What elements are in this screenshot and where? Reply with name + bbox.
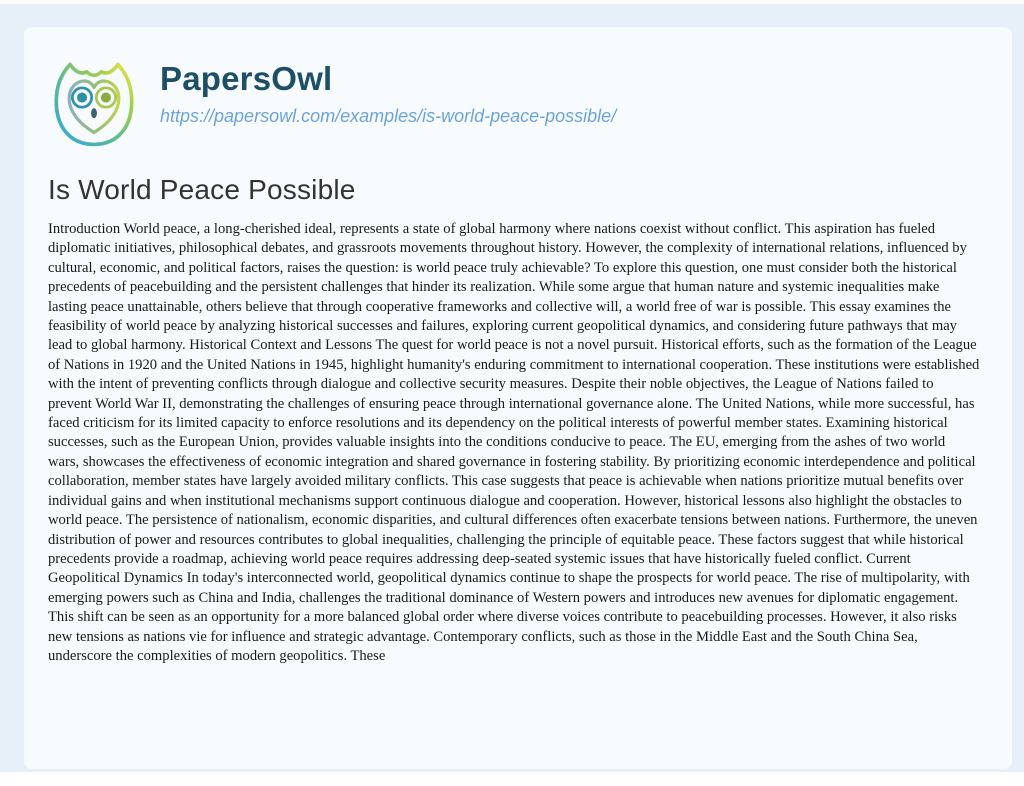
document-card xyxy=(24,27,1012,769)
site-header xyxy=(48,55,988,152)
site-url-link[interactable]: https://papersowl.com/examples/is-world-peace-possible/ xyxy=(160,106,617,127)
page-title: Is World Peace Possible xyxy=(48,174,356,205)
header-text-block xyxy=(160,55,616,127)
brand-title: PapersOwl xyxy=(160,60,333,97)
owl-logo-icon xyxy=(48,55,140,152)
essay-body-text: Introduction World peace, a long-cherished ideal, represents a state of global harmony where nations coexist without conflict. This aspiration has fueled diplomatic initiatives, philosophical debates, and grassroots movements throughout history. However, the complexity of international relations, influenced by cultural, economic, and political factors, raises the question: is world peace truly achievable? To explore this question, one must consider both the historical precedents of peacebuilding and the persistent challenges that hinder its realization. While some argue that human nature and systemic inequalities make lasting peace unattainable, others believe that through cooperative frameworks and collective will, a world free of war is possible. This essay examines the feasibility of world peace by analyzing historical successes and failures, exploring current geopolitical dynamics, and considering future pathways that may lead to global harmony. Historical Context and Lessons The quest for world peace is not a novel pursuit. Historical efforts, such as the formation of the League of Nations in 1920 and the United Nations in 1945, highlight humanity's enduring commitment to international cooperation. These institutions were established with the intent of preventing conflicts through dialogue and collective security measures. Despite their noble objectives, the League of Nations failed to prevent World War II, demonstrating the challenges of ensuring peace through international governance alone. The United Nations, while more successful, has faced criticism for its limited capacity to enforce resolutions and its dependency on the political interests of powerful member states. Examining historical successes, such as the European Union, provides valuable insights into the conditions conducive to peace. The EU, emerging from the ashes of two world wars, showcases the effectiveness of economic integration and shared governance in fostering stability. By prioritizing economic interdependence and political collaboration, member states have largely avoided military conflicts. This case suggests that peace is achievable when nations prioritize mutual benefits over individual gains and when institutional mechanisms support continuous dialogue and cooperation. However, historical lessons also highlight the obstacles to world peace. The persistence of nationalism, economic disparities, and cultural differences often exacerbate tensions between nations. Furthermore, the uneven distribution of power and resources contributes to global inequalities, challenging the principle of equitable peace. These factors suggest that while historical precedents provide a roadmap, achieving world peace requires addressing deep-seated systemic issues that have historically fueled conflict. Current Geopolitical Dynamics In today's interconnected world, geopolitical dynamics continue to shape the prospects for world peace. The rise of multipolarity, with emerging powers such as China and India, challenges the traditional dominance of Western powers and introduces new avenues for diplomatic engagement. This shift can be seen as an opportunity for a more balanced global order where diverse voices contribute to peacebuilding processes. However, it also risks new tensions as nations vie for influence and strategic advantage. Contemporary conflicts, such as those in the Middle East and the South China Sea, underscore the complexities of modern geopolitics. These xyxy=(48,221,980,664)
